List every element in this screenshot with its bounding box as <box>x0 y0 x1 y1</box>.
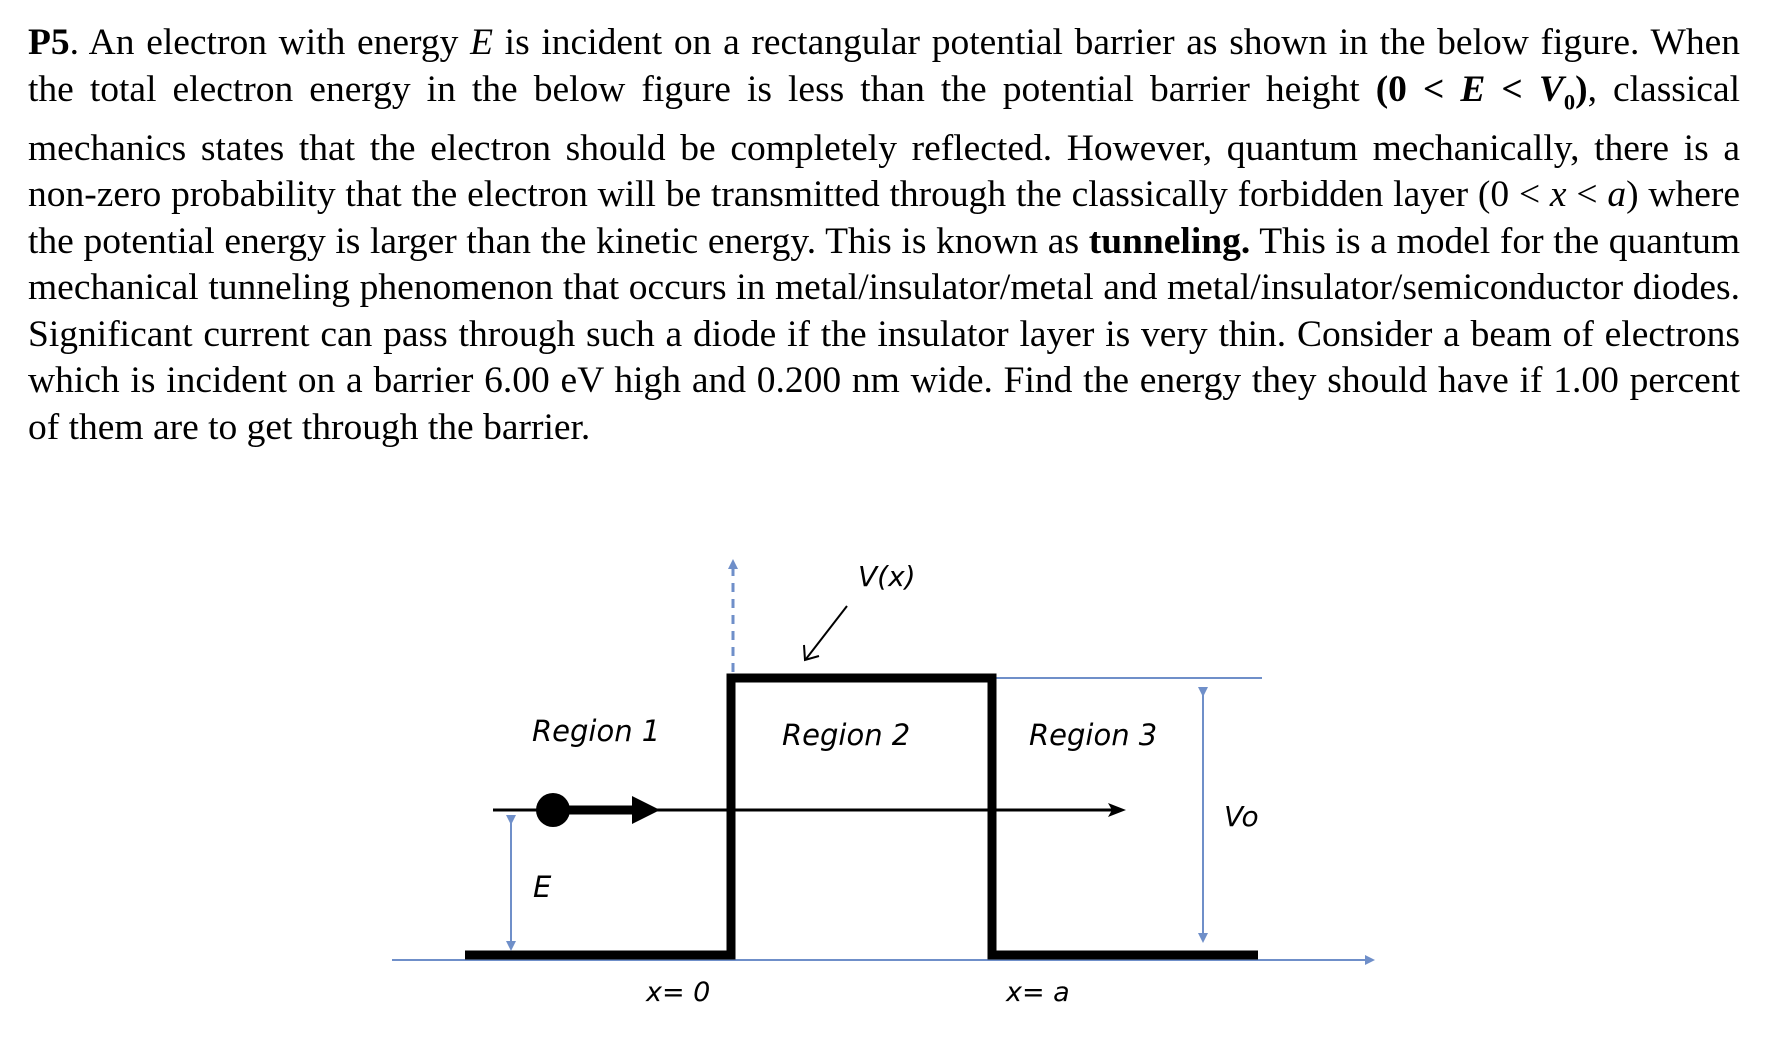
energy-symbol: E <box>470 22 493 63</box>
problem-text-4: < <box>1566 174 1608 215</box>
energy-condition: $(0 < E < V_0)$ <box>1375 68 1588 114</box>
problem-text-2: is incident on a rectangular potential barrier as shown in the below figure. When the total electron energy in the below figure is less than the potential barrier height <box>28 22 1740 110</box>
problem-text-6: This is a model for the quantum mechanical tunneling phenomenon that occurs in metal/insulator/metal and metal/insulator/semiconductor diodes. Significant current can pass through such a diode if the insulator layer is very thin. Consider a beam of electrons which is incident on a barrier 6.00 eV high and 0.200 nm wide. Find the energy they should have if 1.00 percent of them are to get through the barrier. <box>28 220 1740 448</box>
a-symbol: a <box>1607 174 1627 215</box>
region-1-label: Region 1 <box>532 714 661 748</box>
potential-pointer-arrow <box>806 606 847 659</box>
barrier-height-label: Vo <box>1224 800 1259 833</box>
problem-text-3: , classical mechanics states that the electron should be completely reflected. However, quantum mechanically, there is a non-zero probability that the electron will be transmitted through the classically forbidden layer (0 < <box>28 68 1741 215</box>
problem-text-1: . An electron with energy <box>69 22 471 63</box>
energy-label: E <box>533 870 552 904</box>
x-symbol: x <box>1549 174 1567 215</box>
x-a-label: x= a <box>1006 977 1070 1008</box>
problem-number: P5 <box>28 22 70 63</box>
region-2-label: Region 2 <box>782 718 911 752</box>
problem-text-5: ) where the potential energy is larger than the kinetic energy. This is known as <box>28 174 1740 262</box>
electron-velocity-arrowhead <box>632 796 660 824</box>
region-3-label: Region 3 <box>1029 718 1158 752</box>
potential-label: V(x) <box>858 560 916 593</box>
tunneling-term: tunneling. <box>1088 220 1251 262</box>
x-zero-label: x= 0 <box>646 977 711 1008</box>
electron-dot <box>536 793 570 827</box>
